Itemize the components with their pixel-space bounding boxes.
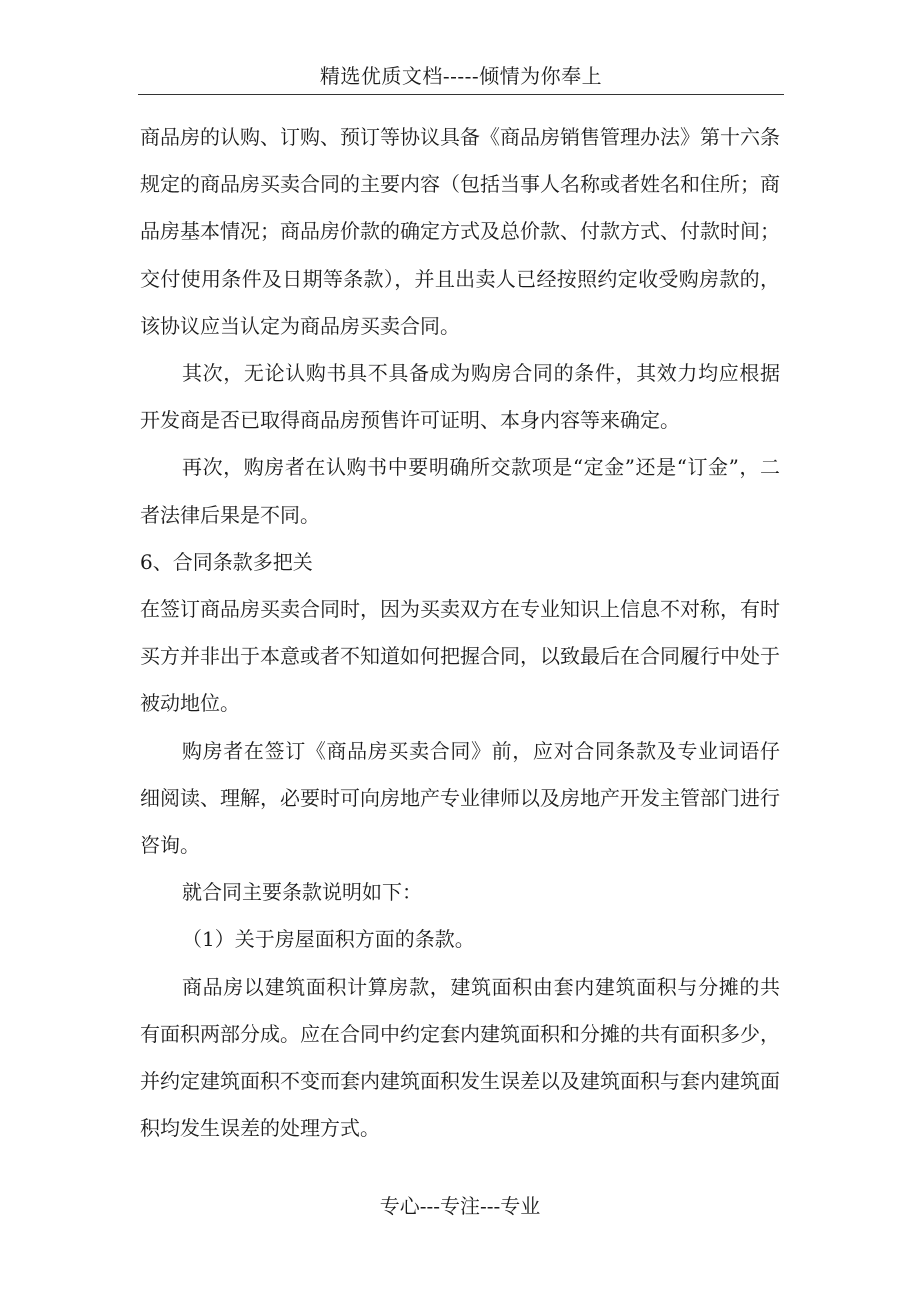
paragraph-terms-intro: 就合同主要条款说明如下： [182, 880, 422, 905]
subheading-area-terms: （1）关于房屋面积方面的条款。 [182, 927, 475, 952]
paragraph-presale-agreement: 商品房的认购、订购、预订等协议具备《商品房销售管理办法》第十六条规定的商品房买卖合同的主要内容（包括当事人名称或者姓名和住所；商品房基本情况；商品房价款的确定方式及总价款、付款方式、付款时间；交付使用条件及日期等条款），并且出卖人已经按照约定收受购房款的，该协议应当认定为商品房买卖合同。 [140, 125, 780, 338]
page-footer: 专心---专注---专业 [379, 1194, 541, 1218]
paragraph-review-advice: 购房者在签订《商品房买卖合同》前，应对合同条款及专业词语仔细阅读、理解，必要时可向房地产专业律师以及房地产开发主管部门进行咨询。 [140, 738, 780, 858]
header-divider [138, 94, 784, 95]
page-header: 精选优质文档-----倾情为你奉上 [319, 64, 603, 88]
paragraph-second-point: 其次，无论认购书具不具备成为购房合同的条件，其效力均应根据开发商是否已取得商品房预售许可证明、本身内容等来确定。 [140, 361, 780, 433]
paragraph-area-details: 商品房以建筑面积计算房款，建筑面积由套内建筑面积与分摊的共有面积两部分成。应在合同中约定套内建筑面积和分摊的共有面积多少，并约定建筑面积不变而套内建筑面积发生误差以及建筑面积与套内建筑面积均发生误差的处理方式。 [140, 974, 780, 1141]
paragraph-contract-signing: 在签订商品房买卖合同时，因为买卖双方在专业知识上信息不对称，有时买方并非出于本意或者不知道如何把握合同，以致最后在合同履行中处于被动地位。 [140, 597, 780, 716]
paragraph-third-point: 再次，购房者在认购书中要明确所交款项是“定金”还是“订金”，二者法律后果是不同。 [140, 455, 780, 527]
document-body [140, 114, 780, 1152]
section-heading: 6、合同条款多把关 [140, 549, 313, 574]
